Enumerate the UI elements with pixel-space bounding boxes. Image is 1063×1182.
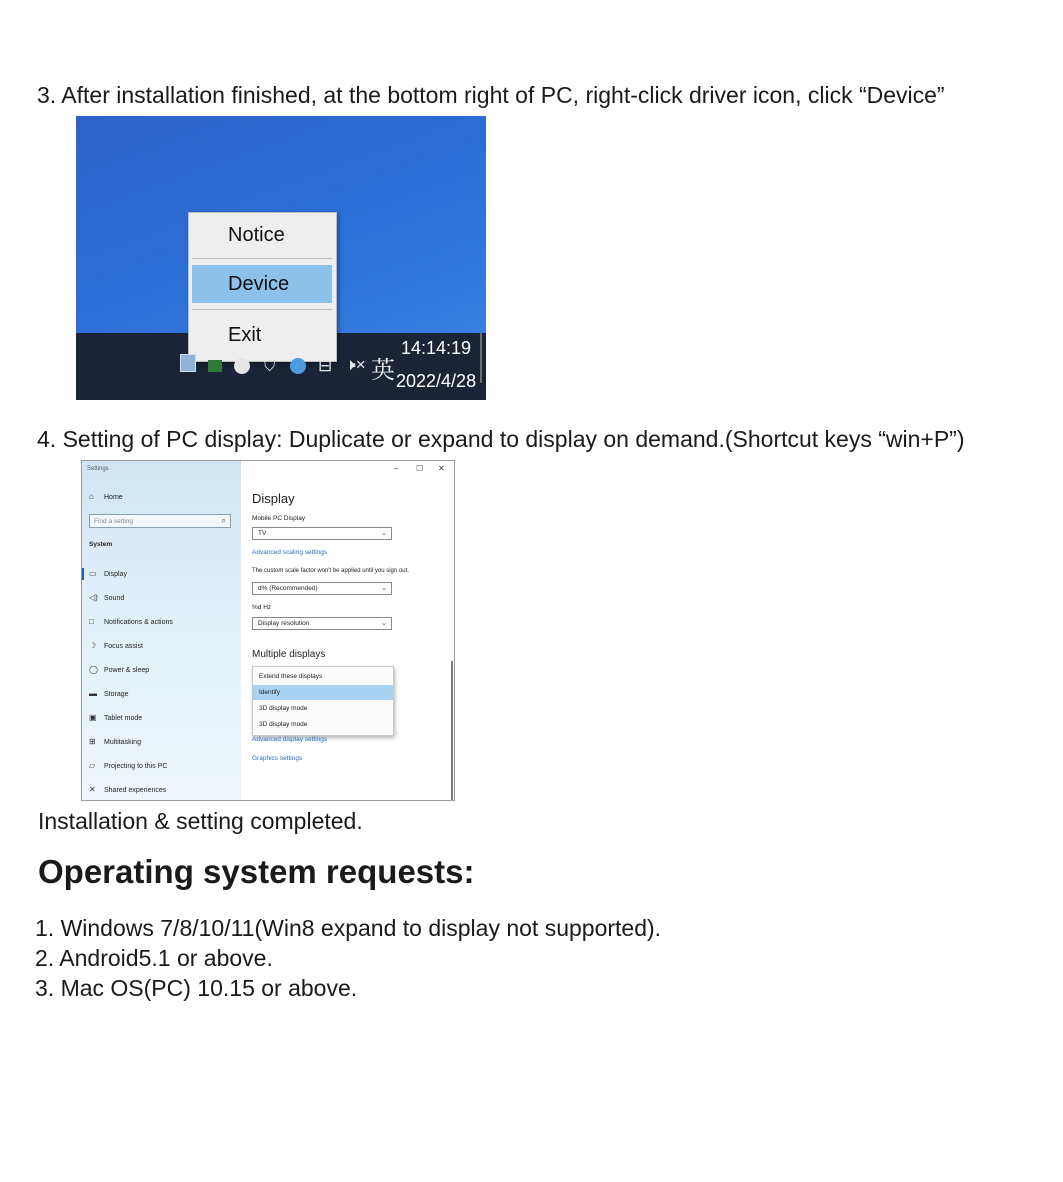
search-placeholder: Find a setting	[94, 518, 134, 525]
taskbar-screenshot	[76, 116, 486, 400]
monitor-icon: ▭	[89, 569, 97, 578]
advanced-display-link[interactable]: Advanced display settings	[252, 736, 328, 743]
app-tray-icon[interactable]	[208, 360, 222, 372]
home-icon: ⌂	[89, 492, 94, 501]
nav-shared-experiences[interactable]: Shared experiences	[104, 787, 167, 794]
shared-icon: ✕	[89, 785, 96, 794]
nav-projecting[interactable]: Projecting to this PC	[104, 763, 168, 770]
moon-icon: ☽	[89, 641, 97, 650]
clock-time[interactable]: 14:14:19	[400, 338, 472, 358]
chevron-down-icon: ⌄	[381, 585, 387, 592]
nav-home[interactable]: Home	[104, 494, 123, 501]
display-settings-screenshot	[81, 460, 455, 801]
step-3-text: 3. After installation finished, at the bottom right of PC, right-click driver icon, click “Device”	[37, 82, 945, 108]
speaker-icon: ◁)	[89, 593, 98, 602]
search-input[interactable]	[89, 514, 231, 528]
chevron-down-icon: ⌄	[381, 530, 387, 537]
tablet-icon: ▣	[89, 713, 97, 722]
notification-icon: □	[89, 617, 94, 626]
requirement-item: 3. Mac OS(PC) 10.15 or above.	[35, 975, 358, 1001]
menu-item-device[interactable]: Device	[192, 265, 332, 303]
multiple-displays-heading: Multiple displays	[252, 649, 326, 660]
menu-separator	[192, 309, 332, 310]
completed-text: Installation & setting completed.	[38, 808, 363, 834]
option-3d-mode-2[interactable]: 3D display mode	[259, 721, 308, 728]
nav-multitasking[interactable]: Multitasking	[104, 739, 141, 746]
context-menu	[188, 212, 337, 362]
menu-item-exit[interactable]: Exit	[228, 324, 262, 346]
display-select-label: Mobile PC Display	[252, 515, 306, 522]
menu-separator	[192, 258, 332, 259]
nav-sound[interactable]: Sound	[104, 595, 125, 602]
multiple-displays-dropdown[interactable]	[252, 666, 394, 736]
nav-focus-assist[interactable]: Focus assist	[104, 643, 143, 650]
nav-power-sleep[interactable]: Power & sleep	[104, 667, 150, 674]
settings-sidebar	[82, 461, 241, 800]
display-select-value: TV	[258, 530, 267, 537]
requirement-item: 1. Windows 7/8/10/11(Win8 expand to display not supported).	[35, 915, 662, 941]
nav-notifications[interactable]: Notifications & actions	[104, 619, 173, 626]
scrollbar[interactable]	[451, 661, 453, 800]
resolution-select-value: Display resolution	[258, 620, 310, 627]
nav-storage[interactable]: Storage	[104, 691, 129, 698]
page-title: Display	[252, 491, 295, 506]
projector-icon: ▱	[89, 761, 96, 770]
chat-tray-icon[interactable]	[234, 358, 250, 374]
display-select[interactable]	[252, 527, 392, 540]
search-icon: ⌕	[221, 516, 226, 525]
scale-select-value: d% (Recommended)	[258, 585, 318, 592]
advanced-scaling-link[interactable]: Advanced scaling settings	[252, 549, 328, 556]
nav-selection-bar	[82, 568, 84, 580]
option-identify[interactable]: Identify	[253, 685, 393, 700]
window-title: Settings	[87, 466, 109, 472]
bookmark-tray-icon[interactable]: ⛉	[264, 358, 276, 375]
network-tray-icon[interactable]: ⊟	[318, 356, 333, 375]
power-icon: ◯	[89, 665, 98, 674]
resolution-select[interactable]	[252, 617, 392, 630]
update-tray-icon[interactable]	[290, 358, 306, 374]
chevron-down-icon: ⌄	[381, 620, 387, 627]
scale-note: The custom scale factor won't be applied until you sign out.	[252, 568, 409, 574]
requirement-item: 2. Android5.1 or above.	[35, 945, 273, 971]
option-3d-mode[interactable]: 3D display mode	[259, 705, 308, 712]
close-button[interactable]: ✕	[438, 464, 445, 473]
nav-tablet-mode[interactable]: Tablet mode	[104, 715, 143, 722]
os-requests-heading: Operating system requests:	[38, 853, 475, 890]
step-4-text: 4. Setting of PC display: Duplicate or expand to display on demand.(Shortcut keys “win+P”)	[37, 426, 965, 452]
ime-indicator[interactable]: 英	[371, 357, 395, 384]
speaker-mute-icon[interactable]: 🕨×	[345, 355, 366, 374]
maximize-button[interactable]: ☐	[416, 464, 424, 473]
multitasking-icon: ⊞	[89, 737, 96, 746]
scale-select[interactable]	[252, 582, 392, 595]
menu-item-notice[interactable]: Notice	[228, 224, 285, 246]
refresh-rate-label: %d Hz	[252, 604, 272, 611]
driver-tray-icon[interactable]	[180, 354, 196, 372]
minimize-button[interactable]: –	[394, 464, 399, 473]
nav-display[interactable]: Display	[104, 571, 127, 578]
storage-icon: ▬	[89, 689, 97, 698]
section-system: System	[89, 541, 113, 548]
option-extend[interactable]: Extend these displays	[259, 673, 323, 680]
clock-date[interactable]: 2022/4/28	[396, 371, 477, 391]
show-desktop-strip[interactable]	[480, 333, 482, 383]
graphics-settings-link[interactable]: Graphics settings	[252, 755, 303, 762]
